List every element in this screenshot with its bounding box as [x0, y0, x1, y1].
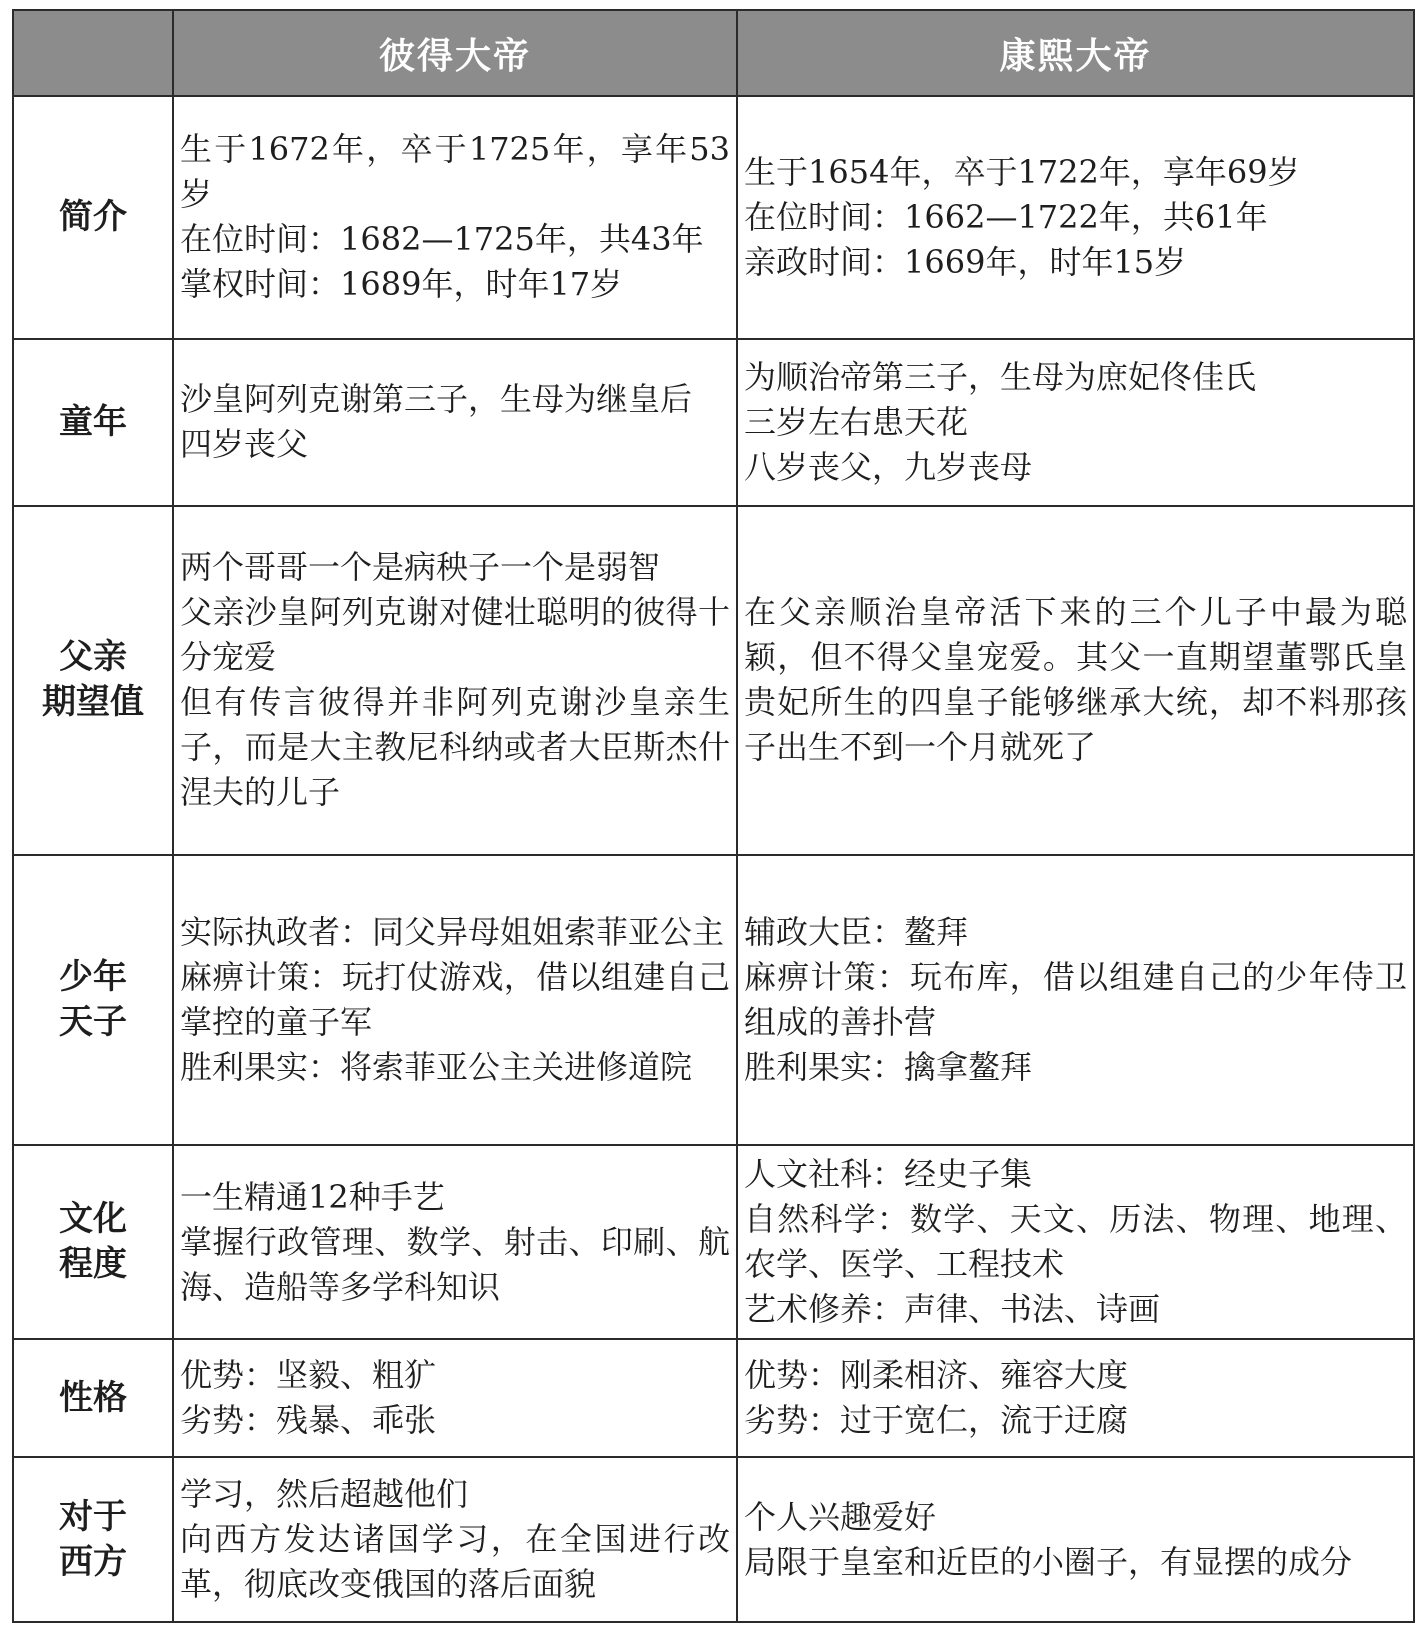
row-label-line: 天子: [59, 1001, 127, 1042]
row-label-line: 父亲: [59, 637, 127, 678]
row-label-line: 对于: [59, 1496, 127, 1537]
cell-line: 四岁丧父: [180, 425, 309, 464]
cell-line: 麻痹计策：玩打仗游戏，借以组建自己掌控的童子军: [180, 957, 730, 1041]
kangxi-cell: [737, 1145, 1414, 1340]
cell-line: 在位时间：1682—1725年，共43年: [180, 220, 704, 259]
corner-cell: [13, 10, 173, 96]
table-row: [13, 506, 1414, 855]
row-label-line: 期望值: [42, 682, 144, 723]
row-label: [13, 506, 173, 855]
table-row: [13, 855, 1414, 1145]
peter-cell: [173, 1145, 737, 1340]
cell-line: 优势：坚毅、粗犷: [180, 1356, 437, 1395]
cell-line: 实际执政者：同父异母姐姐索菲亚公主: [180, 912, 725, 951]
cell-line: 父亲沙皇阿列克谢对健壮聪明的彼得十分宠爱: [180, 593, 730, 677]
row-label: [13, 1145, 173, 1340]
row-label: [13, 855, 173, 1145]
cell-line: 但有传言彼得并非阿列克谢沙皇亲生子，而是大主教尼科纳或者大臣斯杰什涅夫的儿子: [180, 683, 730, 812]
cell-line: 沙皇阿列克谢第三子，生母为继皇后: [180, 380, 693, 419]
cell-line: 劣势：残暴、乖张: [180, 1401, 437, 1440]
cell-line: 八岁丧父，九岁丧母: [744, 447, 1033, 486]
row-label: [13, 1339, 173, 1457]
table-row: [13, 96, 1414, 339]
cell-line: 向西方发达诸国学习，在全国进行改革，彻底改变俄国的落后面貌: [180, 1520, 730, 1604]
row-label-line: 少年: [59, 956, 127, 997]
table-row: [13, 1145, 1414, 1340]
peter-cell: [173, 1339, 737, 1457]
peter-cell: [173, 1457, 737, 1622]
kangxi-cell: [737, 339, 1414, 506]
row-label-line: 程度: [59, 1244, 127, 1285]
cell-line: 个人兴趣爱好: [744, 1497, 937, 1536]
cell-line: 胜利果实：擒拿鳌拜: [744, 1047, 1033, 1086]
row-label-line: 性格: [59, 1377, 127, 1418]
cell-line: 亲政时间：1669年，时年15岁: [744, 242, 1187, 281]
kangxi-cell: [737, 96, 1414, 339]
header-row: [13, 10, 1414, 96]
cell-line: 胜利果实：将索菲亚公主关进修道院: [180, 1047, 693, 1086]
cell-line: 生于1654年，卒于1722年，享年69岁: [744, 152, 1300, 191]
cell-line: 两个哥哥一个是病秧子一个是弱智: [180, 548, 661, 587]
row-label: [13, 1457, 173, 1622]
cell-line: 在位时间：1662—1722年，共61年: [744, 197, 1268, 236]
cell-line: 局限于皇室和近臣的小圈子，有显摆的成分: [744, 1542, 1353, 1581]
cell-line: 在父亲顺治皇帝活下来的三个儿子中最为聪颖，但不得父皇宠爱。其父一直期望董鄂氏皇贵妃所生的四皇子能够继承大统，却不料那孩子出生不到一个月就死了: [744, 593, 1407, 767]
table-row: [13, 1339, 1414, 1457]
kangxi-cell: [737, 1339, 1414, 1457]
column-header-kangxi: 康熙大帝: [737, 10, 1414, 96]
comparison-table: [12, 9, 1415, 1623]
peter-cell: [173, 96, 737, 339]
cell-line: 为顺治帝第三子，生母为庶妃佟佳氏: [744, 357, 1257, 396]
cell-line: 辅政大臣：鳌拜: [744, 912, 969, 951]
column-header-peter: 彼得大帝: [173, 10, 737, 96]
cell-line: 生于1672年，卒于1725年，享年53岁: [180, 130, 730, 214]
peter-cell: [173, 339, 737, 506]
peter-cell: [173, 855, 737, 1145]
row-label-line: 简介: [59, 196, 127, 237]
cell-line: 人文社科：经史子集: [744, 1155, 1033, 1194]
row-label-line: 西方: [59, 1541, 127, 1582]
row-label: [13, 339, 173, 506]
kangxi-cell: [737, 506, 1414, 855]
cell-line: 一生精通12种手艺: [180, 1177, 445, 1216]
kangxi-cell: [737, 1457, 1414, 1622]
cell-line: 艺术修养：声律、书法、诗画: [744, 1290, 1161, 1329]
cell-line: 三岁左右患天花: [744, 402, 969, 441]
peter-cell: [173, 506, 737, 855]
row-label-line: 文化: [59, 1199, 127, 1240]
cell-line: 自然科学：数学、天文、历法、物理、地理、农学、医学、工程技术: [744, 1200, 1407, 1284]
cell-line: 学习，然后超越他们: [180, 1475, 469, 1514]
table-row: [13, 1457, 1414, 1622]
cell-line: 掌握行政管理、数学、射击、印刷、航海、造船等多学科知识: [180, 1222, 730, 1306]
cell-line: 优势：刚柔相济、雍容大度: [744, 1356, 1129, 1395]
table-row: [13, 339, 1414, 506]
kangxi-cell: [737, 855, 1414, 1145]
cell-line: 麻痹计策：玩布库，借以组建自己的少年侍卫组成的善扑营: [744, 957, 1407, 1041]
row-label-line: 童年: [59, 401, 127, 442]
cell-line: 掌权时间：1689年，时年17岁: [180, 265, 623, 304]
row-label: [13, 96, 173, 339]
cell-line: 劣势：过于宽仁，流于迂腐: [744, 1401, 1129, 1440]
